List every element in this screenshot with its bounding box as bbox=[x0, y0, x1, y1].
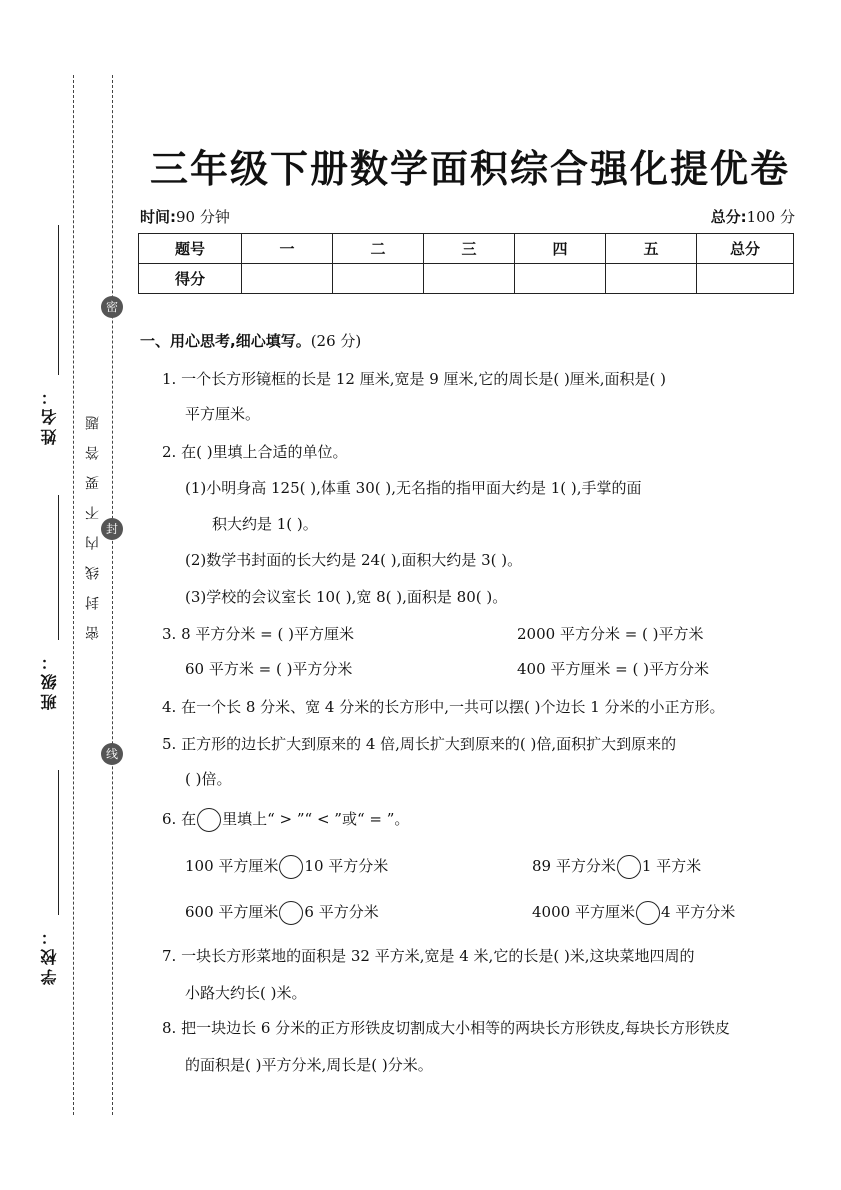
total-score-info bbox=[711, 206, 795, 227]
table-cell: 总分 bbox=[697, 234, 794, 264]
compare-right: 1 平方米 bbox=[641, 857, 702, 875]
class-line[interactable] bbox=[58, 495, 59, 640]
seal-mark-xian: 线 bbox=[101, 743, 123, 765]
compare-item-3 bbox=[185, 901, 379, 925]
table-cell: 三 bbox=[424, 234, 515, 264]
section-points: (26 分) bbox=[310, 332, 362, 350]
question-2-2: (2)数学书封面的长大约是 24( ),面积大约是 3( )。 bbox=[185, 551, 523, 569]
question-5-line-1: 5. 正方形的边长扩大到原来的 4 倍,周长扩大到原来的( )倍,面积扩大到原来的 bbox=[162, 735, 677, 753]
compare-item-2 bbox=[532, 855, 701, 879]
compare-answer-circle[interactable] bbox=[279, 901, 303, 925]
compare-item-4 bbox=[532, 901, 735, 925]
compare-right: 4 平方分米 bbox=[660, 903, 736, 921]
compare-left: 89 平方分米 bbox=[532, 857, 616, 875]
table-cell: 一 bbox=[242, 234, 333, 264]
question-2: 2. 在( )里填上合适的单位。 bbox=[162, 443, 348, 461]
seal-mark-feng: 封 bbox=[101, 518, 123, 540]
question-1-line-1: 1. 一个长方形镜框的长是 12 厘米,宽是 9 厘米,它的周长是( )厘米,面积是( ) bbox=[162, 370, 667, 388]
score-table bbox=[138, 233, 794, 294]
score-input-cell[interactable] bbox=[515, 264, 606, 294]
question-2-1-line-1: (1)小明身高 125( ),体重 30( ),无名指的指甲面大约是 1( ),手掌的面 bbox=[185, 479, 642, 497]
seal-mark-mi: 密 bbox=[101, 296, 123, 318]
name-line[interactable] bbox=[58, 225, 59, 375]
score-table-header-row bbox=[139, 234, 794, 264]
question-8-line-2: 的面积是( )平方分米,周长是( )分米。 bbox=[185, 1056, 433, 1074]
table-cell: 四 bbox=[515, 234, 606, 264]
score-input-cell[interactable] bbox=[333, 264, 424, 294]
compare-right: 6 平方分米 bbox=[304, 903, 379, 921]
time-info bbox=[140, 206, 230, 227]
question-8-line-1: 8. 把一块边长 6 分米的正方形铁皮切割成大小相等的两块长方形铁皮,每块长方形铁皮 bbox=[162, 1019, 730, 1037]
question-3-a: 3. 8 平方分米 = ( )平方厘米 bbox=[162, 625, 354, 643]
question-3-c: 60 平方米 = ( )平方分米 bbox=[185, 660, 353, 678]
score-input-cell[interactable] bbox=[606, 264, 697, 294]
question-6-pre: 6. 在 bbox=[162, 810, 197, 828]
school-label: 学校： bbox=[40, 925, 59, 985]
question-4: 4. 在一个长 8 分米、宽 4 分米的长方形中,一共可以摆( )个边长 1 分米的小正方形。 bbox=[162, 698, 725, 716]
score-label: 总分: bbox=[710, 208, 747, 226]
table-cell: 二 bbox=[333, 234, 424, 264]
question-7-line-1: 7. 一块长方形菜地的面积是 32 平方米,宽是 4 米,它的长是( )米,这块菜地四周的 bbox=[162, 947, 695, 965]
compare-answer-circle[interactable] bbox=[279, 855, 303, 879]
question-2-3: (3)学校的会议室长 10( ),宽 8( ),面积是 80( )。 bbox=[185, 588, 508, 606]
school-line[interactable] bbox=[58, 770, 59, 915]
compare-answer-circle[interactable] bbox=[636, 901, 660, 925]
question-6-post: 里填上“ > ”“ < ”或“ = ”。 bbox=[222, 810, 410, 828]
table-cell: 得分 bbox=[139, 264, 242, 294]
cut-line-outer bbox=[73, 75, 74, 1115]
compare-item-1 bbox=[185, 855, 388, 879]
name-label: 姓名： bbox=[40, 385, 59, 445]
compare-answer-circle[interactable] bbox=[617, 855, 641, 879]
question-2-1-line-2: 积大约是 1( )。 bbox=[212, 515, 318, 533]
seal-warning: 密封线内不要答题 bbox=[85, 400, 101, 640]
score-input-cell[interactable] bbox=[242, 264, 333, 294]
score-value: 100 分 bbox=[746, 208, 795, 226]
time-label: 时间: bbox=[140, 208, 176, 226]
score-input-cell[interactable] bbox=[424, 264, 515, 294]
score-table-score-row bbox=[139, 264, 794, 294]
score-input-cell[interactable] bbox=[697, 264, 794, 294]
question-6 bbox=[162, 808, 409, 832]
compare-right: 10 平方分米 bbox=[304, 857, 389, 875]
question-5-line-2: ( )倍。 bbox=[185, 770, 232, 788]
question-3-d: 400 平方厘米 = ( )平方分米 bbox=[517, 660, 709, 678]
compare-left: 600 平方厘米 bbox=[185, 903, 279, 921]
question-3-b: 2000 平方分米 = ( )平方米 bbox=[517, 625, 704, 643]
compare-circle-icon bbox=[197, 808, 221, 832]
class-label: 班级： bbox=[40, 650, 59, 710]
section-heading bbox=[140, 330, 361, 351]
time-value: 90 分钟 bbox=[176, 208, 230, 226]
compare-left: 4000 平方厘米 bbox=[532, 903, 635, 921]
cut-line-inner bbox=[112, 75, 113, 1115]
section-title: 一、用心思考,细心填写。 bbox=[140, 332, 311, 350]
table-cell: 五 bbox=[606, 234, 697, 264]
question-1-line-2: 平方厘米。 bbox=[185, 405, 261, 423]
compare-left: 100 平方厘米 bbox=[185, 857, 279, 875]
table-cell: 题号 bbox=[139, 234, 242, 264]
question-7-line-2: 小路大约长( )米。 bbox=[185, 984, 307, 1002]
page-title: 三年级下册数学面积综合强化提优卷 bbox=[149, 147, 790, 191]
